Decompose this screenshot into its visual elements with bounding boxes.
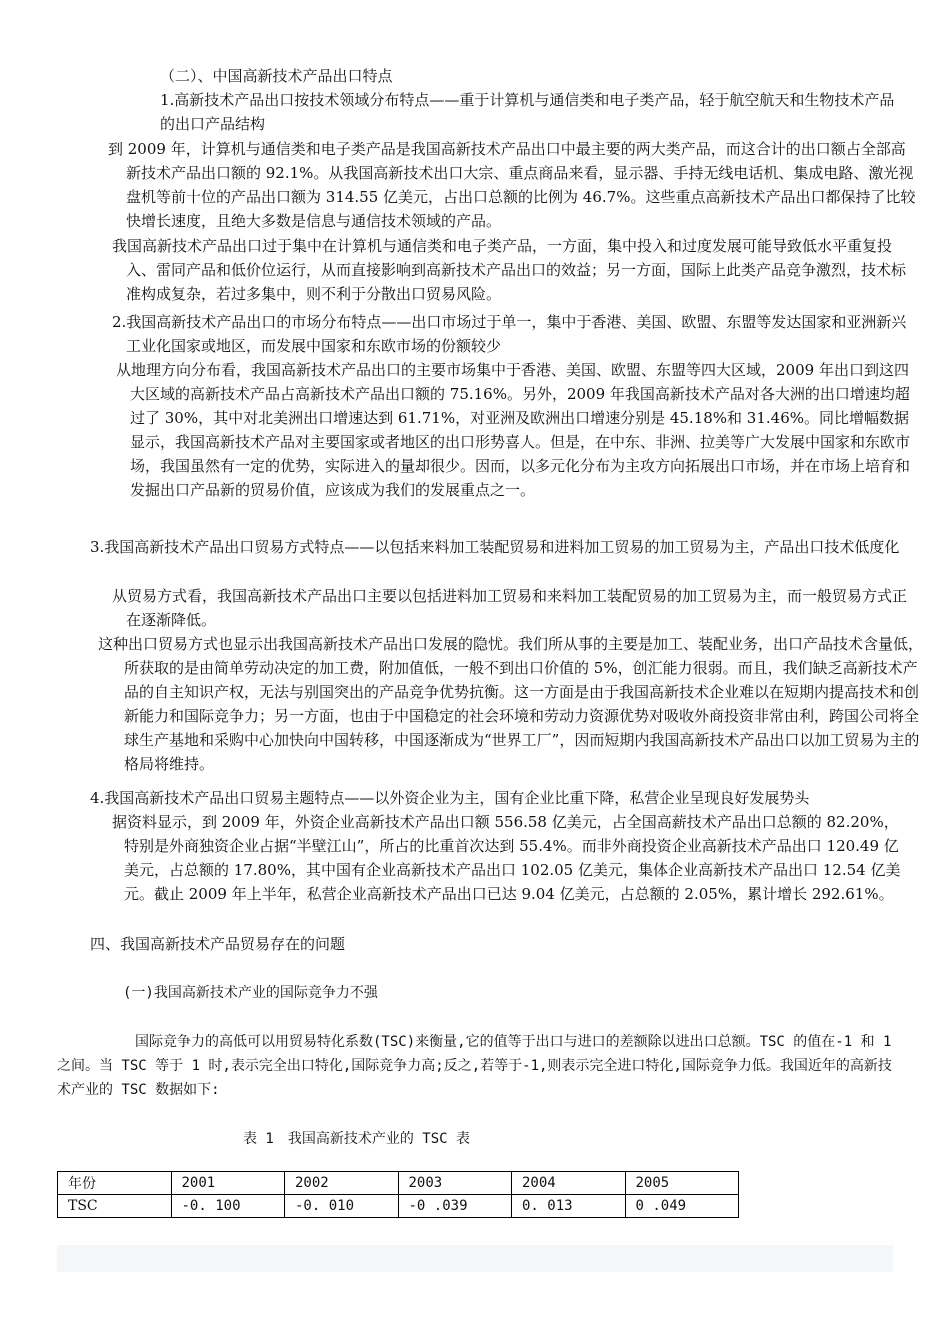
table-cell: 2002 [285, 1172, 399, 1195]
table-cell: 2004 [512, 1172, 626, 1195]
point-2-heading: 2.我国高新技术产品出口的市场分布特点——出口市场过于单一，集中于香港、美国、欧盟、东盟等发达国家和亚洲新兴工业化国家或地区，而发展中国家和东欧市场的份额较少 [112, 313, 907, 355]
footer-band [57, 1245, 893, 1272]
point-1-paragraph-a: 到 2009 年，计算机与通信类和电子类产品是我国高新技术产品出口中最主要的两大类产品，而这合计的出口额占全部高新技术产品出口额的 92.1%。从我国高新技术出口大宗、重点商品来看，显示器、手持无线电话机、集成电路、激光视盘机等前十位的产品出口额为 314.55 亿美元，占出口总额的比例为 46.7%。这些重点高新技术产品出口都保持了比较快增长速度，且绝大多数是信息与通信技术领域的产品。 [108, 140, 916, 230]
table-cell: 2001 [171, 1172, 285, 1195]
table-cell: TSC [58, 1195, 172, 1218]
section-4-subheading: (一)我国高新技术产业的国际竞争力不强 [123, 985, 378, 1001]
point-4-paragraph: 据资料显示，到 2009 年，外资企业高新技术产品出口额 556.58 亿美元，占全国高薪技术产品出口总额的 82.20%，特别是外商独资企业占据“半壁江山”，所占的比重首次达到 55.4%。而非外商投资企业高新技术产品出口 120.49 亿美元，占总额的 17.80%，其中国有企业高新技术产品出口 102.05 亿美元，集体企业高新技术产品出口 12.54 亿美元。截止 2009 年上半年，私营企业高新技术产品出口已达 9.04 亿美元，占总额的 2.05%，累计增长 292.61%。 [112, 813, 901, 903]
point-1-paragraph-b: 我国高新技术产品出口过于集中在计算机与通信类和电子类产品，一方面，集中投入和过度发展可能导致低水平重复投入、雷同产品和低价位运行，从而直接影响到高新技术产品出口的效益；另一方面，国际上此类产品竞争激烈，技术标准构成复杂，若过多集中，则不利于分散出口贸易风险。 [112, 237, 907, 303]
tsc-table [57, 1171, 739, 1218]
point-1-heading [160, 88, 900, 136]
tsc-paragraph: 国际竞争力的高低可以用贸易特化系数(TSC)来衡量,它的值等于出口与进口的差额除以进出口总额。TSC 的值在-1 和 1 之间。当 TSC 等于 1 时,表示完全出口特化,国际竞争力高;反之,若等于-1,则表示完全进口特化,国际竞争力低。我国近年的高新技术产业的 TSC 数据如下: [57, 1034, 892, 1098]
table-cell: 2005 [625, 1172, 739, 1195]
point-3-paragraph-b: 这种出口贸易方式也显示出我国高新技术产品出口发展的隐忧。我们所从事的主要是加工、装配业务，出口产品技术含量低，所获取的是由简单劳动决定的加工费，附加值低，一般不到出口价值的 5%，创汇能力很弱。而且，我们缺乏高新技术产品的自主知识产权，无法与别国突出的产品竞争优势抗衡。这一方面是由于我国高新技术企业难以在短期内提高技术和创新能力和国际竞争力；另一方面，也由于中国稳定的社会环境和劳动力资源优势对吸收外商投资非常由利，跨国公司将全球生产基地和采购中心加快向中国转移，中国逐渐成为“世界工厂”，因而短期内我国高新技术产品出口以加工贸易为主的格局将维持。 [98, 635, 924, 773]
section-4-heading: 四、我国高新技术产品贸易存在的问题 [90, 935, 346, 953]
table-cell: 2003 [398, 1172, 512, 1195]
table-cell: -0 .039 [398, 1195, 512, 1218]
table-cell: 年份 [58, 1172, 172, 1195]
table-cell: -0. 010 [285, 1195, 399, 1218]
point-1-heading-text: 1.高新技术产品出口按技术领域分布特点——重于计算机与通信类和电子类产品，轻于航空航天和生物技术产品的出口产品结构 [160, 91, 895, 133]
table-header-row [58, 1172, 739, 1195]
point-2-paragraph: 从地理方向分布看，我国高新技术产品出口的主要市场集中于香港、美国、欧盟、东盟等四大区域，2009 年出口到这四大区域的高新技术产品占高新技术产品出口额的 75.16%。另外，2009 年我国高新技术产品对各大洲的出口增速均超过了 30%，其中对北美洲出口增速达到 61.71%，对亚洲及欧洲出口增速分别是 45.18%和 31.46%。同比增幅数据显示，我国高新技术产品对主要国家或者地区的出口形势喜人。但是，在中东、非洲、拉美等广大发展中国家和东欧市场，我国虽然有一定的优势，实际进入的量却很少。因而，以多元化分布为主攻方向拓展出口市场，并在市场上培育和发掘出口产品新的贸易价值，应该成为我们的发展重点之一。 [116, 361, 911, 499]
point-3-heading: 3.我国高新技术产品出口贸易方式特点——以包括来料加工装配贸易和进料加工贸易的加工贸易为主，产品出口技术低度化 [90, 538, 900, 556]
table-cell: 0. 013 [512, 1195, 626, 1218]
table-cell: -0. 100 [171, 1195, 285, 1218]
point-4-heading: 4.我国高新技术产品出口贸易主题特点——以外资企业为主，国有企业比重下降，私营企业呈现良好发展势头 [90, 789, 810, 807]
section-heading: （二）、中国高新技术产品出口特点 [160, 67, 393, 85]
table-cell: 0 .049 [625, 1195, 739, 1218]
point-3-paragraph-a: 从贸易方式看，我国高新技术产品出口主要以包括进料加工贸易和来料加工装配贸易的加工贸易为主，而一般贸易方式正在逐渐降低。 [112, 587, 908, 629]
table-row [58, 1195, 739, 1218]
table-caption: 表 1 我国高新技术产业的 TSC 表 [243, 1131, 471, 1147]
